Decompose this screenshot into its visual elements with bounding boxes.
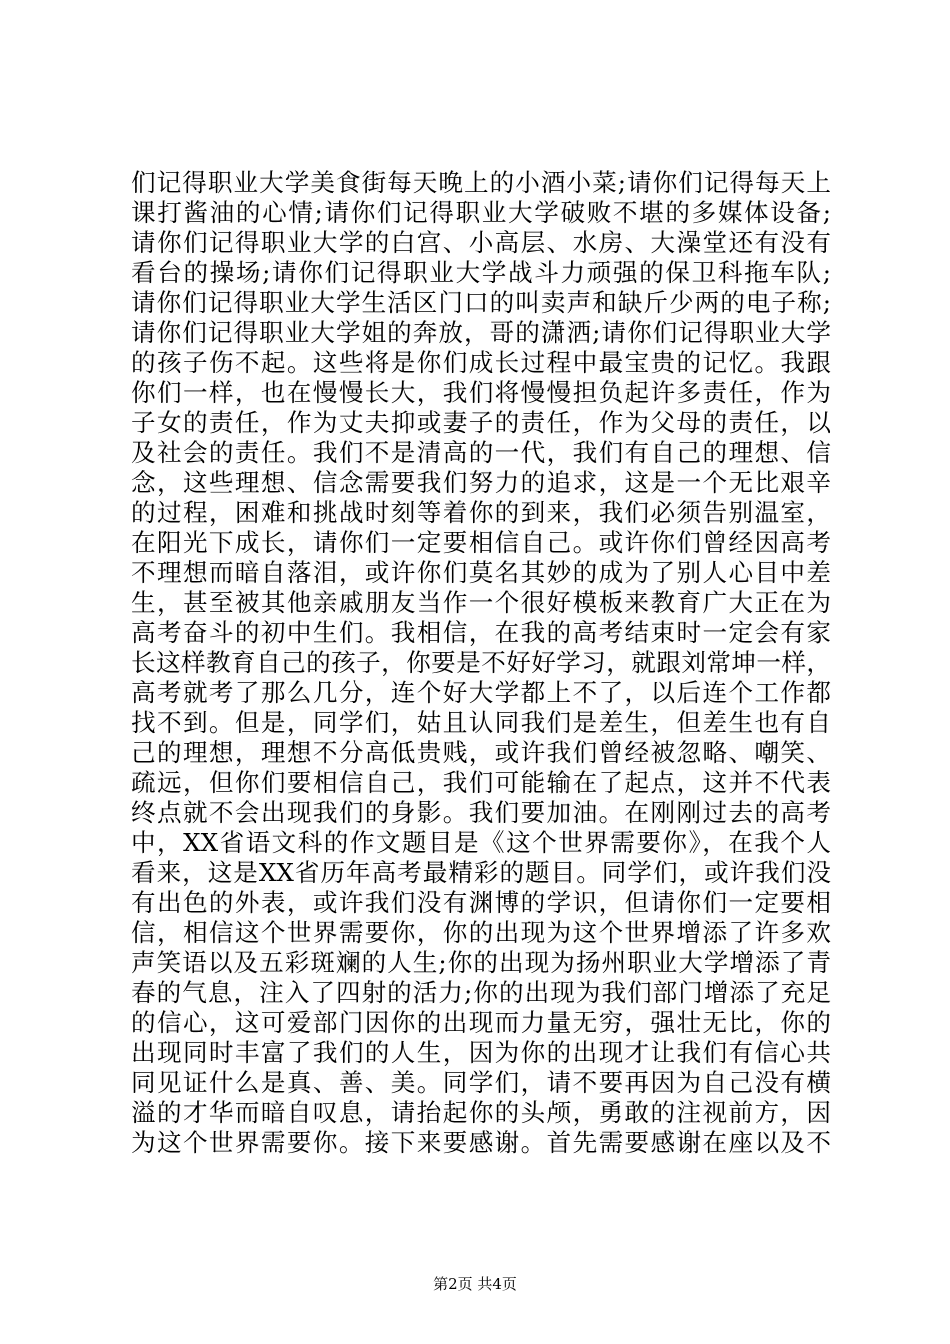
- text-line: 高考就考了那么几分，连个好大学都上不了，以后连个工作都: [131, 678, 831, 707]
- text-line: 同见证什么是真、善、美。同学们，请不要再因为自己没有横: [131, 1068, 831, 1097]
- text-line: 课打酱油的心情;请你们记得职业大学破败不堪的多媒体设备;: [131, 198, 831, 227]
- text-line: 出现同时丰富了我们的人生，因为你的出现才让我们有信心共: [131, 1038, 831, 1067]
- text-line: 中，XX省语文科的作文题目是《这个世界需要你》，在我个人: [131, 828, 831, 857]
- text-line: 长这样教育自己的孩子，你要是不好好学习，就跟刘常坤一样，: [131, 648, 831, 677]
- text-line: 找不到。但是，同学们，姑且认同我们是差生，但差生也有自: [131, 708, 831, 737]
- text-line: 请你们记得职业大学姐的奔放，哥的潇洒;请你们记得职业大学: [131, 318, 831, 347]
- text-line: 信，相信这个世界需要你，你的出现为这个世界增添了许多欢: [131, 918, 831, 947]
- document-body: [131, 168, 831, 1158]
- text-line: 的信心，这可爱部门因你的出现而力量无穷，强壮无比，你的: [131, 1008, 831, 1037]
- text-line: 不理想而暗自落泪，或许你们莫名其妙的成为了别人心目中差: [131, 558, 831, 587]
- text-line: 你们一样，也在慢慢长大，我们将慢慢担负起许多责任，作为: [131, 378, 831, 407]
- text-line: 己的理想，理想不分高低贵贱，或许我们曾经被忽略、嘲笑、: [131, 738, 831, 767]
- text-line: 的过程，困难和挑战时刻等着你的到来，我们必须告别温室，: [131, 498, 831, 527]
- page-footer: [0, 1274, 950, 1294]
- text-line: 看来，这是XX省历年高考最精彩的题目。同学们，或许我们没: [131, 858, 831, 887]
- text-line: 在阳光下成长，请你们一定要相信自己。或许你们曾经因高考: [131, 528, 831, 557]
- text-line: 有出色的外表，或许我们没有渊博的学识，但请你们一定要相: [131, 888, 831, 917]
- text-line: 终点就不会出现我们的身影。我们要加油。在刚刚过去的高考: [131, 798, 831, 827]
- text-line: 疏远，但你们要相信自己，我们可能输在了起点，这并不代表: [131, 768, 831, 797]
- text-line: 请你们记得职业大学生活区门口的叫卖声和缺斤少两的电子称;: [131, 288, 831, 317]
- text-line: 为这个世界需要你。接下来要感谢。首先需要感谢在座以及不: [131, 1128, 831, 1157]
- text-line: 念，这些理想、信念需要我们努力的追求，这是一个无比艰辛: [131, 468, 831, 497]
- text-line: 溢的才华而暗自叹息，请抬起你的头颅，勇敢的注视前方，因: [131, 1098, 831, 1127]
- text-line: 及社会的责任。我们不是清高的一代，我们有自己的理想、信: [131, 438, 831, 467]
- text-line: 生，甚至被其他亲戚朋友当作一个很好模板来教育广大正在为: [131, 588, 831, 617]
- text-line: 子女的责任，作为丈夫抑或妻子的责任，作为父母的责任，以: [131, 408, 831, 437]
- text-line: 的孩子伤不起。这些将是你们成长过程中最宝贵的记忆。我跟: [131, 348, 831, 377]
- text-line: 声笑语以及五彩斑斓的人生;你的出现为扬州职业大学增添了青: [131, 948, 831, 977]
- text-line: 高考奋斗的初中生们。我相信，在我的高考结束时一定会有家: [131, 618, 831, 647]
- text-line: 们记得职业大学美食街每天晚上的小酒小菜;请你们记得每天上: [131, 168, 831, 197]
- text-line: 请你们记得职业大学的白宫、小高层、水房、大澡堂还有没有: [131, 228, 831, 257]
- text-line: 春的气息，注入了四射的活力;你的出现为我们部门增添了充足: [131, 978, 831, 1007]
- page-number: 第2页 共4页: [433, 1275, 517, 1293]
- text-line: 看台的操场;请你们记得职业大学战斗力顽强的保卫科拖车队;: [131, 258, 831, 287]
